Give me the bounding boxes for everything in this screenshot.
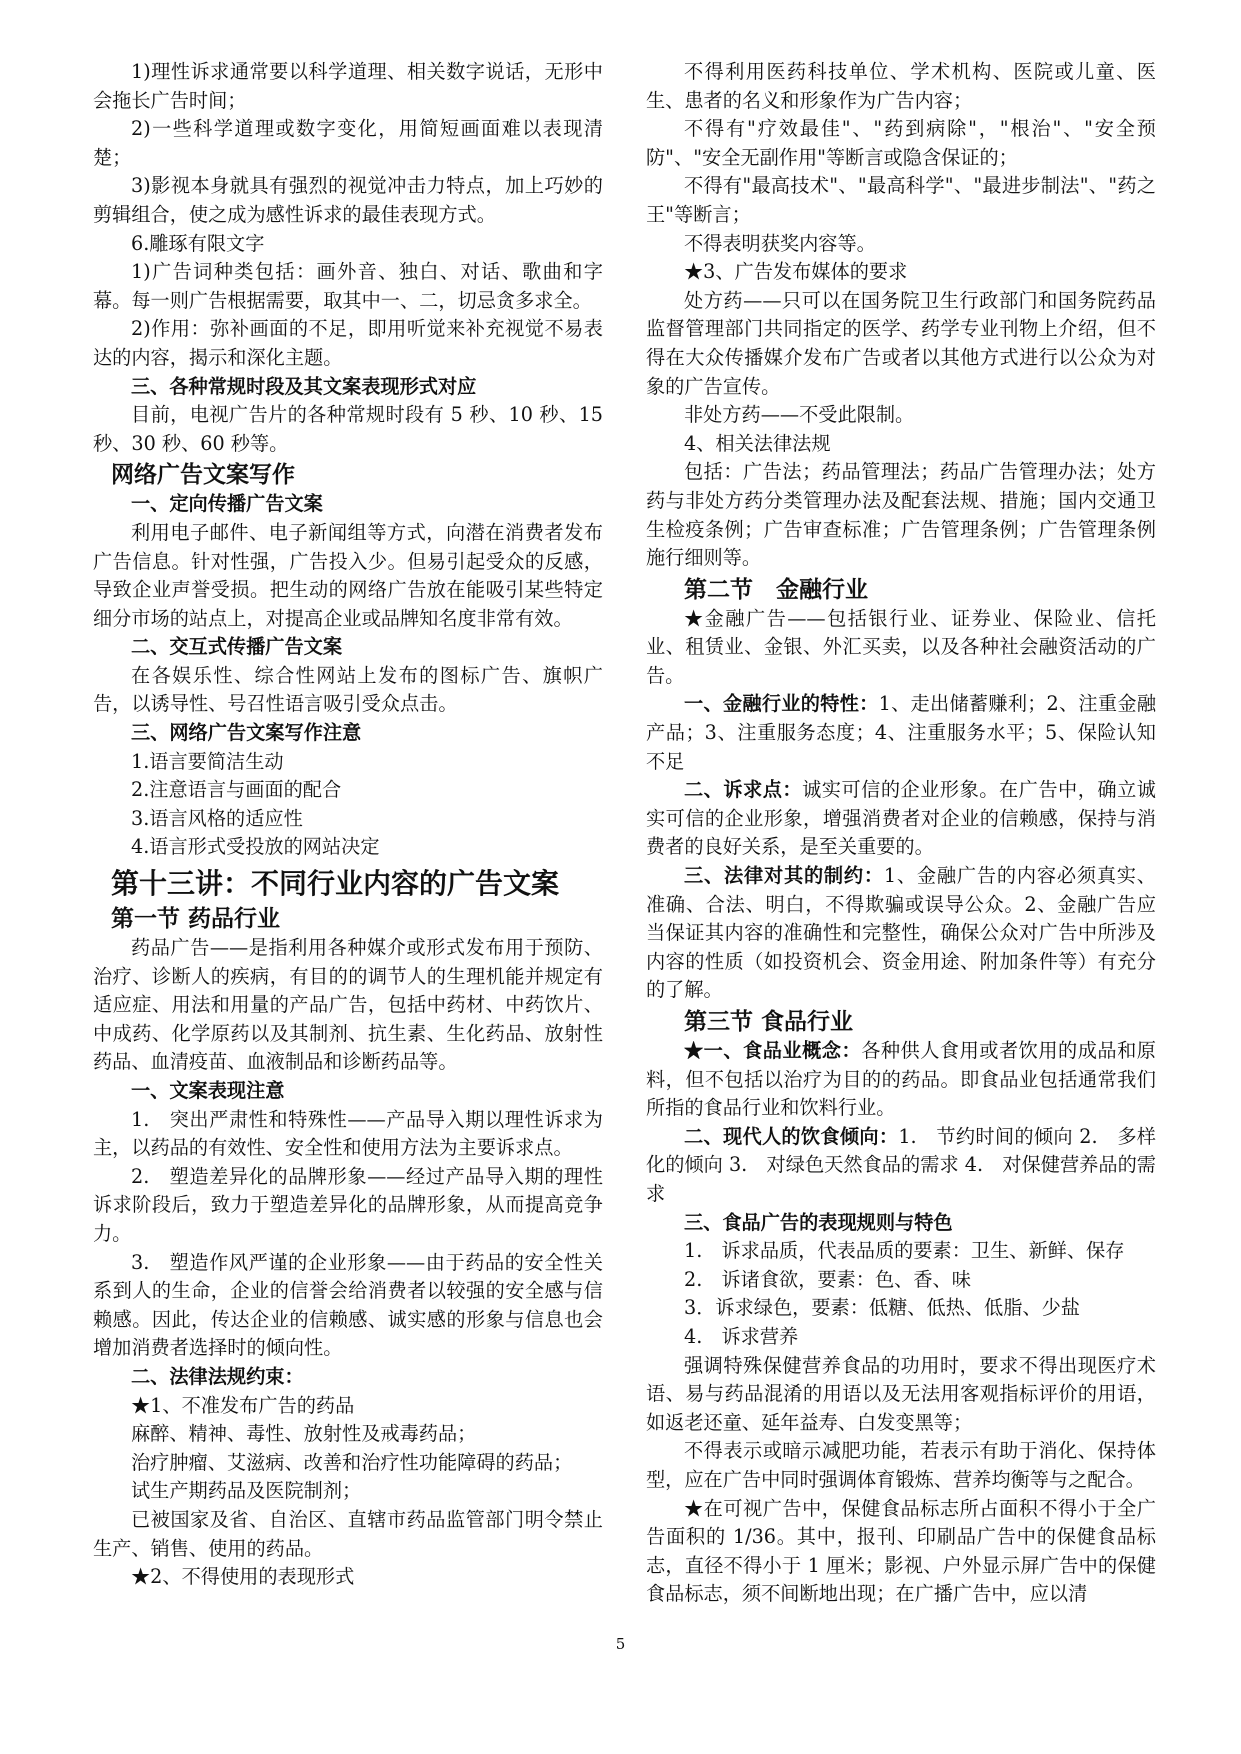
paragraph-text: 1、走出储蓄赚利；2、注重金融产品；3、注重服务态度；4、注重服务水平；5、保险认知不足 <box>646 692 1157 773</box>
paragraph-text: 各种供人食用或者饮用的成品和原料，但不包括以治疗为目的的药品。即食品业包括通常我们所指的食品行业和饮料行业。 <box>646 1039 1156 1120</box>
lecture-heading: 第十三讲：不同行业内容的广告文案 <box>111 867 560 901</box>
paragraph: 1)理性诉求通常要以科学道理、相关数字说话，无形中会拖长广告时间； <box>93 60 603 112</box>
section-heading: 网络广告文案写作 <box>111 461 295 489</box>
paragraph: 2. 诉诸食欲，要素：色、香、味 <box>684 1267 971 1291</box>
paragraph: ★在可视广告中，保健食品标志所占面积不得小于全广告面积的 1/36。其中，报刊、印刷品广告中的保健食品标志，直径不得小于 1 厘米；影视、户外显示屏广告中的保健食品标志，须不间断地出现；在广播广告中，应以清 <box>646 1496 1156 1606</box>
paragraph: ★1、不准发布广告的药品 <box>131 1393 355 1417</box>
subheading: 二、交互式传播广告文案 <box>131 635 343 659</box>
paragraph: 已被国家及省、自治区、直辖市药品监管部门明令禁止生产、销售、使用的药品。 <box>93 1507 603 1560</box>
paragraph: 1. 突出严肃性和特殊性——产品导入期以理性诉求为主，以药品的有效性、安全性和使用方法为主要诉求点。 <box>93 1107 603 1160</box>
paragraph: 3. 塑造作风严谨的企业形象——由于药品的安全性关系到人的生命，企业的信誉会给消费者以较强的安全感与信赖感。因此，传达企业的信赖感、诚实感的形象与信息也会增加消费者选择时的倾向性。 <box>93 1250 603 1360</box>
subheading: 一、定向传播广告文案 <box>131 492 323 516</box>
subheading: 一、文案表现注意 <box>131 1079 285 1102</box>
paragraph: 不得表示或暗示减肥功能，若表示有助于消化、保持体型，应在广告中同时强调体育锻炼、营养均衡等与之配合。 <box>646 1439 1156 1491</box>
paragraph: 不得有"疗效最佳"、"药到病除"，"根治"、"安全预防"、"安全无副作用"等断言或隐含保证的； <box>646 117 1156 169</box>
paragraph: 6.雕琢有限文字 <box>131 231 265 255</box>
paragraph-lead: ★一、食品业概念： <box>684 1039 862 1062</box>
paragraph: 麻醉、精神、毒性、放射性及戒毒药品； <box>131 1422 477 1446</box>
paragraph-text: 1、金融广告的内容必须真实、准确、合法、明白，不得欺骗或误导公众。2、金融广告应当保证其内容的准确性和完整性，确保公众对广告中所涉及内容的性质（如投资机会、资金用途、附加条件等）有充分的了解。 <box>646 864 1156 1002</box>
paragraph: ★金融广告——包括银行业、证券业、保险业、信托业、租赁业、金银、外汇买卖，以及各种社会融资活动的广告。 <box>646 606 1156 687</box>
paragraph: 强调特殊保健营养食品的功用时，要求不得出现医疗术语、易与药品混淆的用语以及无法用客观指标评价的用语，如返老还童、延年益寿、白发变黑等； <box>646 1353 1156 1434</box>
right-column <box>646 58 1156 1609</box>
paragraph-lead: 一、金融行业的特性： <box>684 692 879 716</box>
paragraph-lead: 二、诉求点： <box>684 778 803 802</box>
section-heading: 第三节 食品行业 <box>684 1008 854 1035</box>
paragraph: 3．诉求绿色，要素：低糖、低热、低脂、少盐 <box>684 1296 1080 1320</box>
paragraph-with-lead <box>646 1123 1156 1209</box>
paragraph: 目前，电视广告片的各种常规时段有 5 秒、10 秒、15 秒、30 秒、60 秒等。 <box>93 403 603 455</box>
paragraph: 2)作用：弥补画面的不足，即用听觉来补充视觉不易表达的内容，揭示和深化主题。 <box>93 317 603 369</box>
paragraph: 试生产期药品及医院制剂； <box>131 1479 362 1503</box>
paragraph: 治疗肿瘤、艾滋病、改善和治疗性功能障碍的药品； <box>131 1450 573 1474</box>
paragraph-with-lead <box>646 1037 1156 1123</box>
paragraph: 4、相关法律法规 <box>684 431 831 455</box>
paragraph: 4. 诉求营养 <box>684 1324 799 1348</box>
paragraph-lead: 三、法律对其的制约： <box>684 864 884 888</box>
paragraph: 1. 诉求品质，代表品质的要素：卫生、新鲜、保存 <box>684 1239 1125 1263</box>
paragraph-lead: 二、现代人的饮食倾向： <box>684 1124 899 1148</box>
paragraph: 1.语言要简洁生动 <box>131 749 284 773</box>
section-heading: 第二节 金融行业 <box>684 575 868 603</box>
paragraph: 不得利用医药科技单位、学术机构、医院或儿童、医生、患者的名义和形象作为广告内容； <box>646 60 1156 112</box>
page-number: 5 <box>615 1635 626 1653</box>
paragraph: 不得表明获奖内容等。 <box>684 231 876 255</box>
subheading: 二、法律法规约束： <box>131 1364 304 1388</box>
paragraph: 2)一些科学道理或数字变化，用简短画面难以表现清楚； <box>93 117 603 169</box>
paragraph: 3)影视本身就具有强烈的视觉冲击力特点，加上巧妙的剪辑组合，使之成为感性诉求的最佳表现方式。 <box>93 174 603 226</box>
paragraph: 包括：广告法；药品管理法；药品广告管理办法；处方药与非处方药分类管理办法及配套法规、措施；国内交通卫生检疫条例；广告审查标准；广告管理条例；广告管理条例施行细则等。 <box>646 460 1156 570</box>
paragraph-with-lead <box>646 776 1156 862</box>
paragraph: ★2、不得使用的表现形式 <box>131 1565 355 1589</box>
paragraph: ★3、广告发布媒体的要求 <box>684 260 908 284</box>
paragraph: 药品广告——是指利用各种媒介或形式发布用于预防、治疗、诊断人的疾病，有目的的调节人的生理机能并规定有适应症、用法和用量的产品广告，包括中药材、中药饮片、中成药、化学原药以及其制剂、抗生素、生化药品、放射性药品、血清疫苗、血液制品和诊断药品等。 <box>93 936 603 1074</box>
paragraph: 不得有"最高技术"、"最高科学"、"最进步制法"、"药之王"等断言； <box>646 174 1156 226</box>
paragraph: 利用电子邮件、电子新闻组等方式，向潜在消费者发布广告信息。针对性强，广告投入少。但易引起受众的反感，导致企业声誉受损。把生动的网络广告放在能吸引某些特定细分市场的站点上，对提高企业或品牌知名度非常有效。 <box>93 520 603 630</box>
subheading: 三、食品广告的表现规则与特色 <box>684 1210 953 1234</box>
paragraph-with-lead <box>646 690 1156 776</box>
paragraph: 在各娱乐性、综合性网站上发布的图标广告、旗帜广告，以诱导性、号召性语言吸引受众点击。 <box>93 663 603 716</box>
paragraph: 2. 塑造差异化的品牌形象——经过产品导入期的理性诉求阶段后，致力于塑造差异化的品牌形象，从而提高竞争力。 <box>93 1164 603 1245</box>
subheading: 三、各种常规时段及其文案表现形式对应 <box>131 374 477 398</box>
paragraph: 1)广告词种类包括：画外音、独白、对话、歌曲和字幕。每一则广告根据需要，取其中一、二，切忌贪多求全。 <box>93 260 603 312</box>
left-column <box>93 58 603 1592</box>
paragraph: 非处方药——不受此限制。 <box>684 403 915 427</box>
paragraph-with-lead <box>646 862 1156 1005</box>
subheading: 三、网络广告文案写作注意 <box>131 721 362 745</box>
paragraph: 4.语言形式受投放的网站决定 <box>131 835 380 859</box>
paragraph-text: 1. 节约时间的倾向 2. 多样化的倾向 3. 对绿色天然食品的需求 4. 对保健营养品的需求 <box>646 1124 1156 1205</box>
section-heading: 第一节 药品行业 <box>111 905 281 933</box>
paragraph: 3.语言风格的适应性 <box>131 806 303 830</box>
paragraph-text: 诚实可信的企业形象。在广告中，确立诚实可信的企业形象，增强消费者对企业的信赖感，保持与消费者的良好关系，是至关重要的。 <box>646 778 1156 859</box>
paragraph: 处方药——只可以在国务院卫生行政部门和国务院药品监督管理部门共同指定的医学、药学专业刊物上介绍，但不得在大众传播媒介发布广告或者以其他方式进行以公众为对象的广告宣传。 <box>646 288 1156 398</box>
paragraph: 2.注意语言与画面的配合 <box>131 778 342 802</box>
